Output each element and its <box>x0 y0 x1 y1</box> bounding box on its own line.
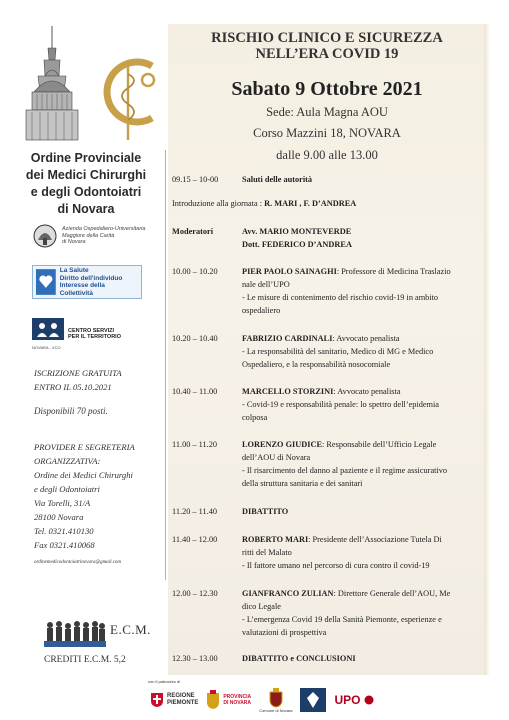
upo-dot-icon <box>364 695 374 705</box>
event-address: Corso Mazzini 18, NOVARA <box>253 126 401 140</box>
program-intro: Introduzione alla giornata : R. MARI , F. D’ANDREA <box>172 199 357 208</box>
heart-hands-icon <box>35 268 57 296</box>
sponsor-salute-diritto: La Salute Diritto dell'individuo Interesse della Collettività <box>32 265 142 299</box>
cupola-icon <box>22 26 82 144</box>
registration-info: ISCRIZIONE GRATUITA ENTRO IL 05.10.2021 <box>34 368 122 392</box>
regione-shield-icon <box>150 692 164 708</box>
caduceus-logo-icon <box>96 44 160 140</box>
upo-logo: UPO <box>334 693 373 707</box>
seats-available: Disponibili 70 posti. <box>34 406 108 416</box>
left-column <box>0 0 168 720</box>
patronage-label: con il patrocinio di <box>148 679 181 684</box>
ecm-label: E.C.M. <box>110 622 151 637</box>
provider-info: PROVIDER E SEGRETERIA ORGANIZZATIVA: Ordine dei Medici Chirurghi e degli Odontoiatri Via Torelli, 31/A 28100 Novara Tel. 0321.410130 Fax 0321.410068 <box>34 442 135 550</box>
people-icon <box>32 318 64 340</box>
event-date: Sabato 9 Ottobre 2021 <box>231 78 423 100</box>
patronage-logos <box>150 685 374 715</box>
comune-crest-icon <box>268 688 284 708</box>
ecm-credits: CREDITI E.C.M. 5,2 <box>44 655 126 665</box>
regione-piemonte-logo: REGIONE PIEMONTE <box>150 692 198 708</box>
aou-novara-logo-icon <box>300 688 326 712</box>
event-title: RISCHIO CLINICO E SICUREZZA NELL’ERA COVID 19 <box>211 30 443 62</box>
provincia-novara-logo: PROVINCIA DI NOVARA <box>206 690 251 710</box>
event-venue: Sede: Aula Magna AOU <box>266 105 388 119</box>
organizer-title: Ordine Provinciale dei Medici Chirurghi e degli Odontoiatri di Novara <box>25 151 147 216</box>
sponsor-centro-servizi: NOVARA - VCO CENTRO SERVIZI PER IL TERRITORIO <box>32 318 121 350</box>
ecm-people-icon <box>44 617 106 647</box>
provincia-crest-icon <box>206 690 220 710</box>
sponsor-aou: Azienda Ospedaliero-Universitaria Maggiore della Carità di Novara <box>32 222 145 250</box>
comune-novara-logo: Comune di Novara <box>259 688 292 713</box>
aou-crest-icon <box>32 222 58 250</box>
provider-email[interactable]: ordinemedicodontoiatrinovara@gmail.com <box>34 560 122 565</box>
event-hours: dalle 9.00 alle 13.00 <box>276 148 378 162</box>
